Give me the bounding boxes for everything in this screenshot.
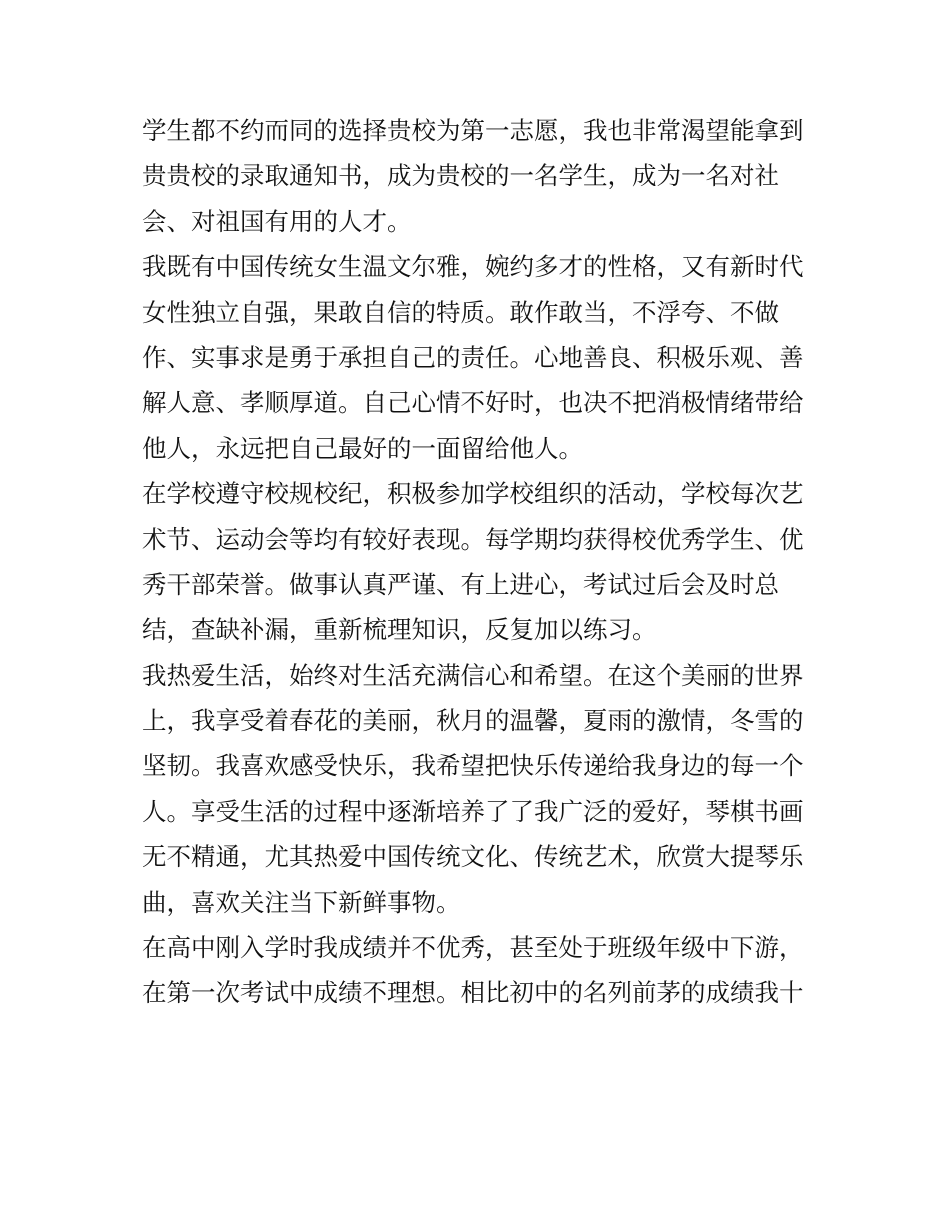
paragraph-3 xyxy=(142,471,822,653)
text-line: 女性独立自强，果敢自信的特质。敢作敢当，不浮夸、不做 xyxy=(142,297,779,327)
text-line: 在高中刚入学时我成绩并不优秀，甚至处于班级年级中下游， xyxy=(142,933,804,963)
text-line: 无不精通，尤其热爱中国传统文化、传统艺术，欣赏大提琴乐 xyxy=(142,842,804,872)
text-line: 坚韧。我喜欢感受快乐，我希望把快乐传递给我身边的每一个 xyxy=(142,751,804,781)
text-line: 人。享受生活的过程中逐渐培养了了我广泛的爱好，琴棋书画 xyxy=(142,796,804,826)
paragraph-4 xyxy=(142,653,822,925)
text-line: 上，我享受着春花的美丽，秋月的温馨，夏雨的激情，冬雪的 xyxy=(142,706,804,736)
paragraph-1 xyxy=(142,108,822,244)
text-line: 在第一次考试中成绩不理想。相比初中的名列前茅的成绩我十 xyxy=(142,978,804,1008)
text-line: 我热爱生活，始终对生活充满信心和希望。在这个美丽的世界 xyxy=(142,660,804,690)
document-body xyxy=(142,108,822,1016)
text-line: 秀干部荣誉。做事认真严谨、有上进心，考试过后会及时总 xyxy=(142,569,779,599)
text-line: 作、实事求是勇于承担自己的责任。心地善良、积极乐观、善 xyxy=(142,342,804,372)
paragraph-5 xyxy=(142,925,822,1016)
text-line: 在学校遵守校规校纪，积极参加学校组织的活动，学校每次艺 xyxy=(142,479,804,509)
text-line: 术节、运动会等均有较好表现。每学期均获得校优秀学生、优 xyxy=(142,524,804,554)
text-line: 学生都不约而同的选择贵校为第一志愿，我也非常渴望能拿到 xyxy=(142,116,804,145)
text-line: 贵贵校的录取通知书，成为贵校的一名学生，成为一名对社 xyxy=(142,161,779,191)
text-line: 他人，永远把自己最好的一面留给他人。 xyxy=(142,433,583,463)
text-line: 解人意、孝顺厚道。自己心情不好时，也决不把消极情绪带给 xyxy=(142,388,804,418)
text-line: 曲，喜欢关注当下新鲜事物。 xyxy=(142,887,461,917)
text-line: 结，查缺补漏，重新梳理知识，反复加以练习。 xyxy=(142,615,657,645)
text-line: 会、对祖国有用的人才。 xyxy=(142,206,412,236)
text-line: 我既有中国传统女生温文尔雅，婉约多才的性格，又有新时代 xyxy=(142,252,804,282)
paragraph-2 xyxy=(142,244,822,471)
